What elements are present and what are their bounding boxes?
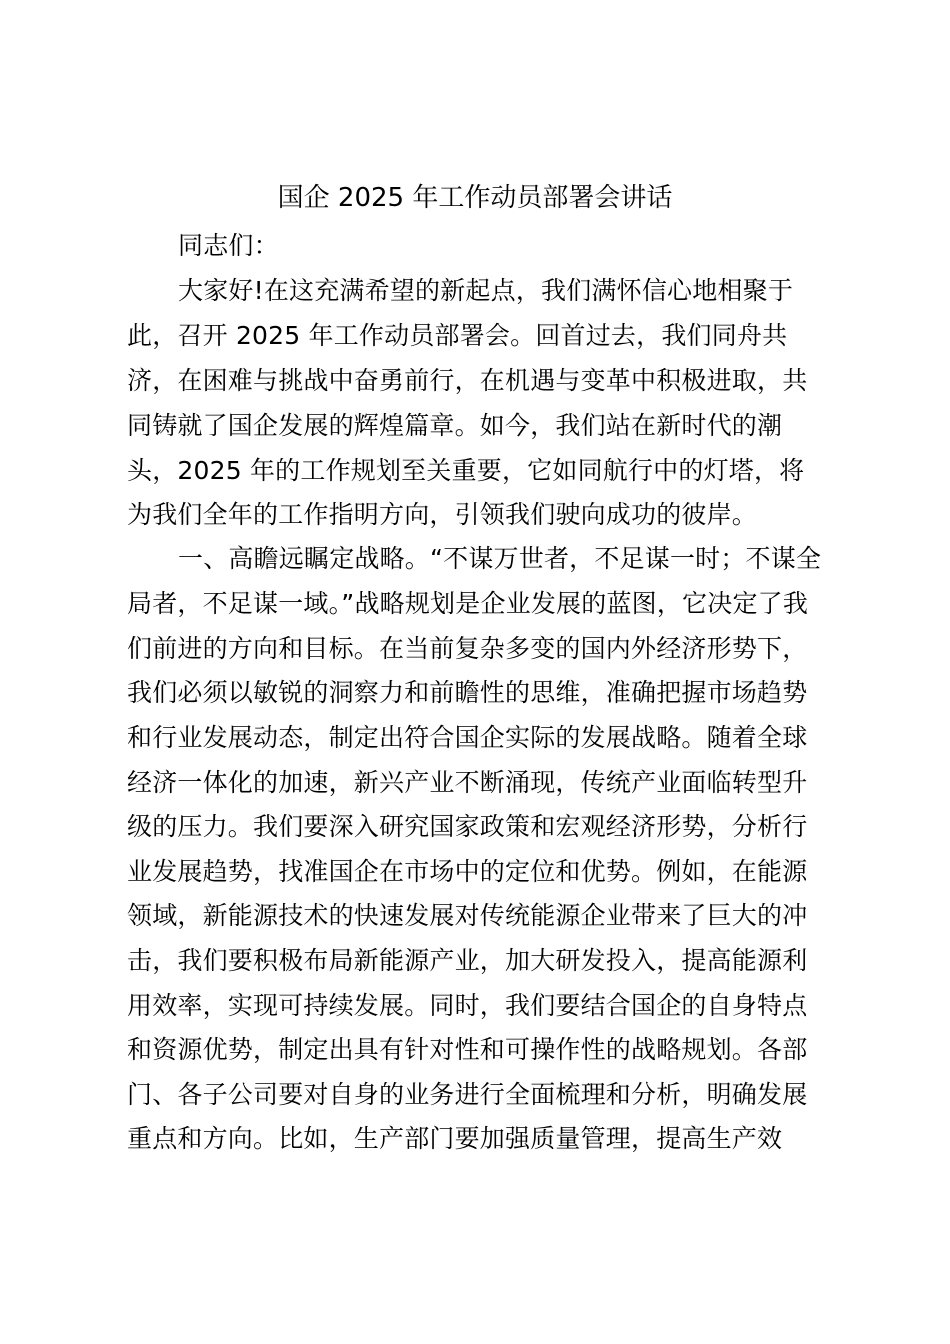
paragraph-2-line-4: 我们必须以敏锐的洞察力和前瞻性的思维，准确把握市场趋势 — [127, 678, 808, 707]
paragraph-2-line-5: 和行业发展动态，制定出符合国企实际的发展战略。随着全球 — [127, 723, 808, 752]
paragraph-2-line-11: 用效率，实现可持续发展。同时，我们要结合国企的自身特点 — [127, 991, 808, 1020]
paragraph-1-line-1: 大家好!在这充满希望的新起点，我们满怀信心地相聚于 — [178, 276, 794, 305]
paragraph-1-line-5: 头，2025 年的工作规划至关重要，它如同航行中的灯塔，将 — [127, 456, 805, 485]
paragraph-1-line-6: 为我们全年的工作指明方向，引领我们驶向成功的彼岸。 — [127, 500, 758, 529]
paragraph-2-line-9: 领域，新能源技术的快速发展对传统能源企业带来了巨大的冲 — [127, 901, 808, 930]
paragraph-2-line-2: 局者，不足谋一域。”战略规划是企业发展的蓝图，它决定了我 — [127, 589, 809, 618]
greeting: 同志们： — [178, 231, 279, 260]
paragraph-2-line-14: 重点和方向。比如，生产部门要加强质量管理，提高生产效 — [127, 1124, 783, 1153]
paragraph-1-line-4: 同铸就了国企发展的辉煌篇章。如今，我们站在新时代的潮 — [127, 411, 783, 440]
paragraph-2-line-13: 门、各子公司要对自身的业务进行全面梳理和分析，明确发展 — [127, 1080, 808, 1109]
paragraph-2-line-1: 一、高瞻远瞩定战略。“不谋万世者，不足谋一时；不谋全 — [178, 544, 822, 573]
paragraph-2-line-7: 级的压力。我们要深入研究国家政策和宏观经济形势，分析行 — [127, 812, 808, 841]
paragraph-2-line-10: 击，我们要积极布局新能源产业，加大研发投入，提高能源利 — [127, 946, 808, 975]
paragraph-2-line-8: 业发展趋势，找准国企在市场中的定位和优势。例如，在能源 — [127, 857, 808, 886]
paragraph-1-line-2: 此，召开 2025 年工作动员部署会。回首过去，我们同舟共 — [127, 321, 788, 350]
paragraph-2-line-3: 们前进的方向和目标。在当前复杂多变的国内外经济形势下， — [127, 634, 808, 663]
paragraph-2-line-6: 经济一体化的加速，新兴产业不断涌现，传统产业面临转型升 — [127, 768, 808, 797]
paragraph-2-line-12: 和资源优势，制定出具有针对性和可操作性的战略规划。各部 — [127, 1035, 808, 1064]
paragraph-1-line-3: 济，在困难与挑战中奋勇前行，在机遇与变革中积极进取，共 — [127, 366, 808, 395]
document-title: 国企 2025 年工作动员部署会讲话 — [277, 183, 673, 213]
